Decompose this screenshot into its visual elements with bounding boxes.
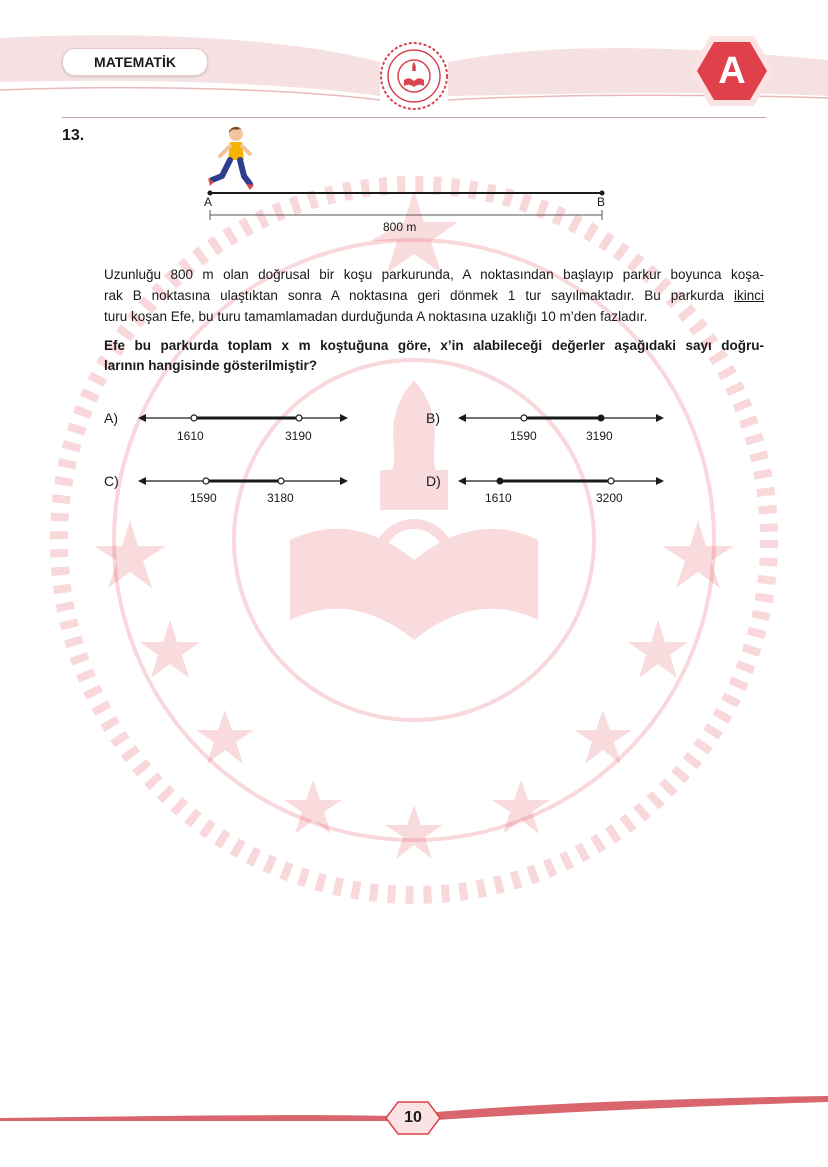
option-c-right-value: 3180 xyxy=(267,491,294,505)
option-a-left-value: 1610 xyxy=(177,429,204,443)
question-stem xyxy=(104,264,764,327)
option-b-number-line[interactable] xyxy=(456,408,686,448)
option-d-letter[interactable]: D) xyxy=(426,473,441,489)
point-a-label: A xyxy=(204,195,213,209)
booklet-letter: A xyxy=(718,50,746,92)
option-c-left-value: 1590 xyxy=(190,491,217,505)
prompt-line-2: larının hangisinde gösterilmiştir? xyxy=(104,358,318,373)
underlined-word: ikinci xyxy=(733,288,764,303)
stem-line-2-text: rak B noktasına ulaştıktan sonra A noktasına geri dönmek 1 tur sayılmaktadır. Bu parkurda xyxy=(104,288,734,303)
option-c-letter[interactable]: C) xyxy=(104,473,119,489)
option-a-right-value: 3190 xyxy=(285,429,312,443)
option-d-right-value: 3200 xyxy=(596,491,623,505)
header-divider xyxy=(62,117,766,118)
option-b-letter[interactable]: B) xyxy=(426,410,440,426)
stem-line-3: turu koşan Efe, bu turu tamamlamadan durduğunda A noktasına uzaklığı 10 m’den fazladır. xyxy=(104,309,648,324)
question-number: 13. xyxy=(62,127,85,144)
ministry-seal-icon xyxy=(378,40,450,112)
distance-label: 800 m xyxy=(383,220,417,234)
track-diagram xyxy=(196,183,616,243)
prompt-line-1: Efe bu parkurda toplam x m koştuğuna göre, x’in alabileceği değerler aşağıdaki sayı doğru- xyxy=(104,338,764,353)
option-a-letter[interactable]: A) xyxy=(104,410,118,426)
stem-line-1: Uzunluğu 800 m olan doğrusal bir koşu parkurunda, A noktasından başlayıp parkur boyunca koşa- xyxy=(104,267,764,282)
question-prompt xyxy=(104,336,764,376)
option-b-right-value: 3190 xyxy=(586,429,613,443)
stem-line-2 xyxy=(104,285,764,306)
option-c-number-line[interactable] xyxy=(136,471,366,511)
option-a-number-line[interactable] xyxy=(136,408,366,448)
subject-title: MATEMATİK xyxy=(62,48,208,76)
option-b-left-value: 1590 xyxy=(510,429,537,443)
page-number: 10 xyxy=(404,1109,422,1126)
point-b-label: B xyxy=(597,195,606,209)
option-d-left-value: 1610 xyxy=(485,491,512,505)
